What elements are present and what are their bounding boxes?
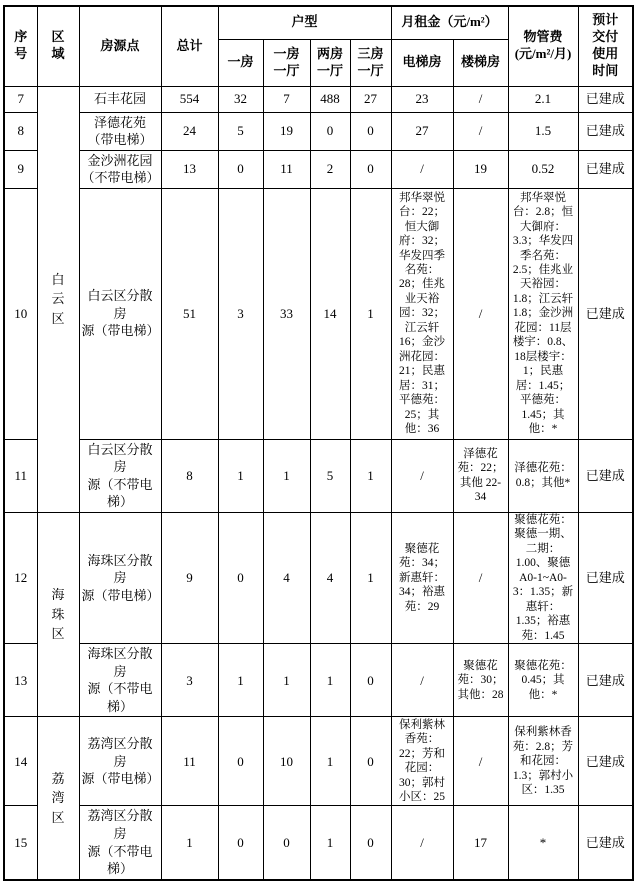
cell-three-room-hall: 1: [350, 512, 391, 643]
cell-delivery: 已建成: [578, 86, 633, 112]
cell-two-room-hall: 0: [310, 112, 350, 150]
cell-delivery: 已建成: [578, 439, 633, 512]
table-row: [4, 188, 633, 439]
cell-one-room-hall: 4: [263, 512, 310, 643]
header-region: 区 域: [37, 6, 79, 86]
cell-two-room-hall: 5: [310, 439, 350, 512]
cell-two-room-hall: 1: [310, 644, 350, 717]
cell-total: 9: [161, 512, 218, 643]
cell-fee: 2.1: [508, 86, 578, 112]
cell-row-no: 15: [4, 806, 37, 880]
table-row: [4, 644, 633, 717]
cell-one-room-hall: 11: [263, 150, 310, 188]
cell-rent-elevator: 邦华翠悦台：22；恒大御府：32；华发四季名苑：28；佳兆业天裕园：32；江云轩 16；金沙洲花园：21；民惠居：31；平德苑：25；其他：36: [391, 188, 453, 439]
cell-one-room-hall: 10: [263, 717, 310, 806]
cell-total: 3: [161, 644, 218, 717]
cell-fee: 0.52: [508, 150, 578, 188]
header-rent: 月租金（元/m²）: [391, 6, 508, 39]
table-header: [4, 6, 633, 86]
cell-one-room-hall: 1: [263, 439, 310, 512]
cell-three-room-hall: 27: [350, 86, 391, 112]
cell-region-liwan: 荔 湾 区: [37, 717, 79, 880]
cell-delivery: 已建成: [578, 112, 633, 150]
cell-row-no: 9: [4, 150, 37, 188]
cell-one-room: 3: [218, 188, 263, 439]
cell-two-room-hall: 4: [310, 512, 350, 643]
cell-one-room-hall: 0: [263, 806, 310, 880]
header-two-room-hall: 两房 一厅: [310, 39, 350, 86]
cell-three-room-hall: 0: [350, 644, 391, 717]
cell-source-name: 金沙洲花园 （不带电梯）: [79, 150, 161, 188]
cell-region-haizhu: 海 珠 区: [37, 512, 79, 717]
cell-rent-elevator: 聚德花苑：34；新惠轩：34；裕惠苑：29: [391, 512, 453, 643]
cell-two-room-hall: 1: [310, 806, 350, 880]
cell-one-room: 32: [218, 86, 263, 112]
cell-source-name: 荔湾区分散房 源（不带电梯）: [79, 806, 161, 880]
cell-three-room-hall: 0: [350, 112, 391, 150]
cell-rent-stair: 17: [453, 806, 508, 880]
cell-rent-elevator: /: [391, 644, 453, 717]
cell-fee: *: [508, 806, 578, 880]
table-row: [4, 806, 633, 880]
cell-rent-stair: /: [453, 717, 508, 806]
header-rent-stair: 楼梯房: [453, 39, 508, 86]
cell-rent-stair: /: [453, 86, 508, 112]
cell-one-room: 5: [218, 112, 263, 150]
cell-fee: 聚德花苑：聚德一期、二期：1.00、聚德A0-1~A0-3：1.35；新惠轩：1.35；裕惠苑：1.45: [508, 512, 578, 643]
cell-fee: 泽德花苑：0.8；其他*: [508, 439, 578, 512]
cell-one-room-hall: 1: [263, 644, 310, 717]
cell-one-room: 0: [218, 150, 263, 188]
cell-three-room-hall: 0: [350, 717, 391, 806]
cell-total: 1: [161, 806, 218, 880]
cell-total: 24: [161, 112, 218, 150]
header-total: 总计: [161, 6, 218, 86]
table-body: [4, 86, 633, 880]
header-rent-elevator: 电梯房: [391, 39, 453, 86]
table-row: [4, 512, 633, 643]
cell-fee: 1.5: [508, 112, 578, 150]
header-no: 序 号: [4, 6, 37, 86]
cell-two-room-hall: 14: [310, 188, 350, 439]
cell-total: 13: [161, 150, 218, 188]
cell-three-room-hall: 1: [350, 439, 391, 512]
cell-row-no: 11: [4, 439, 37, 512]
cell-one-room: 0: [218, 717, 263, 806]
housing-source-table: [3, 5, 634, 881]
cell-delivery: 已建成: [578, 806, 633, 880]
cell-delivery: 已建成: [578, 512, 633, 643]
cell-total: 554: [161, 86, 218, 112]
table-row: [4, 717, 633, 806]
header-three-room-hall: 三房 一厅: [350, 39, 391, 86]
cell-two-room-hall: 1: [310, 717, 350, 806]
cell-source-name: 泽德花苑 （带电梯）: [79, 112, 161, 150]
cell-rent-stair: /: [453, 512, 508, 643]
cell-fee: 邦华翠悦台：2.8；恒大御府：3.3；华发四季名苑：2.5；佳兆业天裕园：1.8；江云轩 1.8；金沙洲花园：11层楼宇：0.8、18层楼宇：1；民惠居：1.45；平德苑：1.45；其他：*: [508, 188, 578, 439]
cell-row-no: 7: [4, 86, 37, 112]
cell-fee: 聚德花苑：0.45；其他：*: [508, 644, 578, 717]
cell-total: 11: [161, 717, 218, 806]
table-row: [4, 112, 633, 150]
cell-rent-elevator: 保利紫林香苑：22；芳和花园：30；郭村小区：25: [391, 717, 453, 806]
cell-row-no: 10: [4, 188, 37, 439]
cell-rent-elevator: /: [391, 806, 453, 880]
cell-fee: 保利紫林香苑：2.8；芳和花园：1.3；郭村小区：1.35: [508, 717, 578, 806]
cell-delivery: 已建成: [578, 188, 633, 439]
cell-source-name: 石丰花园: [79, 86, 161, 112]
cell-row-no: 13: [4, 644, 37, 717]
table-row: [4, 150, 633, 188]
cell-source-name: 海珠区分散房 源（不带电梯）: [79, 644, 161, 717]
cell-rent-stair: 泽德花苑：22；其他 22-34: [453, 439, 508, 512]
header-one-room-hall: 一房 一厅: [263, 39, 310, 86]
header-one-room: 一房: [218, 39, 263, 86]
cell-row-no: 8: [4, 112, 37, 150]
cell-three-room-hall: 0: [350, 806, 391, 880]
cell-one-room-hall: 7: [263, 86, 310, 112]
cell-rent-elevator: 27: [391, 112, 453, 150]
cell-delivery: 已建成: [578, 150, 633, 188]
cell-region-baiyun: 白 云 区: [37, 86, 79, 512]
header-row-1: [4, 6, 633, 39]
cell-source-name: 荔湾区分散房 源（带电梯）: [79, 717, 161, 806]
cell-two-room-hall: 2: [310, 150, 350, 188]
cell-total: 8: [161, 439, 218, 512]
cell-source-name: 白云区分散房 源（不带电梯）: [79, 439, 161, 512]
header-delivery: 预计 交付 使用 时间: [578, 6, 633, 86]
table-row: [4, 86, 633, 112]
cell-three-room-hall: 0: [350, 150, 391, 188]
cell-one-room-hall: 33: [263, 188, 310, 439]
cell-one-room: 0: [218, 806, 263, 880]
cell-rent-stair: /: [453, 112, 508, 150]
cell-one-room: 1: [218, 644, 263, 717]
cell-rent-elevator: /: [391, 439, 453, 512]
cell-rent-elevator: /: [391, 150, 453, 188]
cell-three-room-hall: 1: [350, 188, 391, 439]
cell-source-name: 白云区分散房 源（带电梯）: [79, 188, 161, 439]
cell-two-room-hall: 488: [310, 86, 350, 112]
table-row: [4, 439, 633, 512]
cell-rent-elevator: 23: [391, 86, 453, 112]
cell-source-name: 海珠区分散房 源（带电梯）: [79, 512, 161, 643]
cell-row-no: 12: [4, 512, 37, 643]
cell-rent-stair: /: [453, 188, 508, 439]
cell-rent-stair: 聚德花苑：30；其他：28: [453, 644, 508, 717]
cell-one-room-hall: 19: [263, 112, 310, 150]
header-unit-type: 户型: [218, 6, 391, 39]
cell-rent-stair: 19: [453, 150, 508, 188]
header-source: 房源点: [79, 6, 161, 86]
cell-one-room: 1: [218, 439, 263, 512]
cell-delivery: 已建成: [578, 644, 633, 717]
cell-row-no: 14: [4, 717, 37, 806]
cell-one-room: 0: [218, 512, 263, 643]
cell-delivery: 已建成: [578, 717, 633, 806]
cell-total: 51: [161, 188, 218, 439]
header-fee: 物管费 (元/m²/月): [508, 6, 578, 86]
